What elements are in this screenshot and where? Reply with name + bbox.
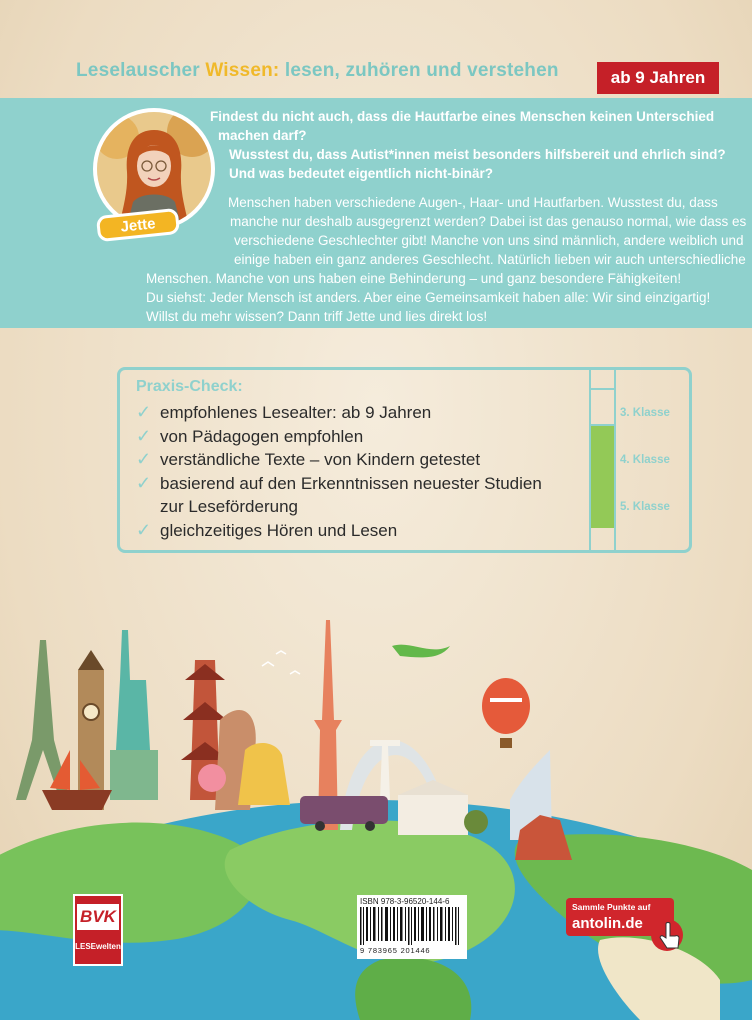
publisher-logo [73, 894, 123, 966]
list-item [136, 519, 576, 543]
junk-ship-icon [42, 790, 112, 810]
character-name-tag: Jette [96, 208, 180, 242]
list-item-text: empfohlenes Lesealter: ab 9 Jahren [160, 403, 432, 422]
check-icon: ✓ [136, 519, 152, 540]
white-house-icon [398, 795, 468, 835]
series-title [76, 60, 559, 82]
series-suffix: lesen, zuhören und verstehen [279, 60, 559, 81]
list-item [136, 425, 576, 449]
intro-line: Willst du mehr wissen? Dann triff Jette und lies direkt los! [146, 309, 488, 324]
check-icon: ✓ [136, 449, 152, 469]
publisher-logo-text: BVK [77, 904, 119, 930]
list-item-text [160, 472, 542, 519]
statue-of-liberty-icon [116, 630, 150, 750]
check-icon: ✓ [136, 425, 152, 446]
age-badge: ab 9 Jahren [597, 62, 719, 94]
pointing-hand-icon [650, 918, 688, 956]
question-line: machen darf? [218, 128, 307, 143]
bus-icon [300, 796, 388, 824]
list-item [136, 448, 576, 472]
antolin-line1: Sammle Punkte auf [572, 902, 651, 912]
gauge-fill [591, 426, 614, 528]
isbn-barcode [357, 895, 467, 959]
praxis-check-list [136, 401, 576, 542]
check-icon: ✓ [136, 472, 152, 493]
dragon-kite-icon [392, 645, 450, 658]
question-line: Wusstest du, dass Autist*innen meist besonders hilfsbereit und ehrlich sind? [229, 147, 726, 162]
series-prefix: Leselauscher [76, 60, 206, 81]
question-line: Findest du nicht auch, dass die Hautfarbe eines Menschen keinen Unterschied [210, 109, 715, 124]
intro-line: verschiedene Geschlechter gibt! Manche von uns sind männlich, andere weiblich und [234, 233, 744, 248]
question-block [210, 107, 730, 183]
list-item [136, 472, 576, 519]
grade-level-gauge [589, 368, 616, 552]
intro-line: Menschen. Manche von uns haben eine Behinderung – und ganz besondere Fähigkeiten! [146, 271, 682, 286]
grade-label: 5. Klasse [620, 501, 670, 513]
praxis-check-title: Praxis-Check: [136, 378, 243, 395]
antolin-line2: antolin.de [572, 915, 643, 932]
buddha-statue-icon [238, 743, 290, 805]
intro-line: Menschen haben verschiedene Augen-, Haar- und Hautfarben. Wusstest du, dass [228, 195, 718, 210]
intro-line: Du siehst: Jeder Mensch ist anders. Aber eine Gemeinsamkeit haben alle: Wir sind einzigartig! [146, 290, 711, 305]
gauge-divider [591, 388, 614, 390]
list-item-text: verständliche Texte – von Kindern getestet [160, 450, 481, 469]
list-item-text-line: zur Leseförderung [160, 497, 298, 516]
barcode-icon [360, 907, 464, 945]
barcode-number: 9 783965 201446 [360, 946, 431, 955]
list-item-text: von Pädagogen empfohlen [160, 426, 364, 446]
intro-line: manche nur deshalb ausgegrenzt werden? Dabei ist das genauso normal, wie dass es [230, 214, 747, 229]
grade-label: 4. Klasse [620, 454, 670, 466]
isbn-text: ISBN 978-3-96520-144-6 [360, 897, 450, 906]
intro-line: einige haben ein ganz anderes Geschlecht. Natürlich lieben wir auch unterschiedliche [234, 252, 746, 267]
grade-label: 3. Klasse [620, 407, 670, 419]
list-item-text-line: basierend auf den Erkenntnissen neuester Studien [160, 473, 542, 493]
hot-air-balloon-icon [482, 678, 530, 734]
publisher-logo-sub: LESEwelten [75, 942, 121, 951]
intro-text [146, 193, 747, 326]
question-line: Und was bedeutet eigentlich nicht-binär? [229, 166, 494, 181]
list-item [136, 401, 576, 425]
series-highlight: Wissen: [205, 60, 280, 81]
list-item-text: gleichzeitiges Hören und Lesen [160, 520, 398, 540]
check-icon: ✓ [136, 402, 152, 422]
